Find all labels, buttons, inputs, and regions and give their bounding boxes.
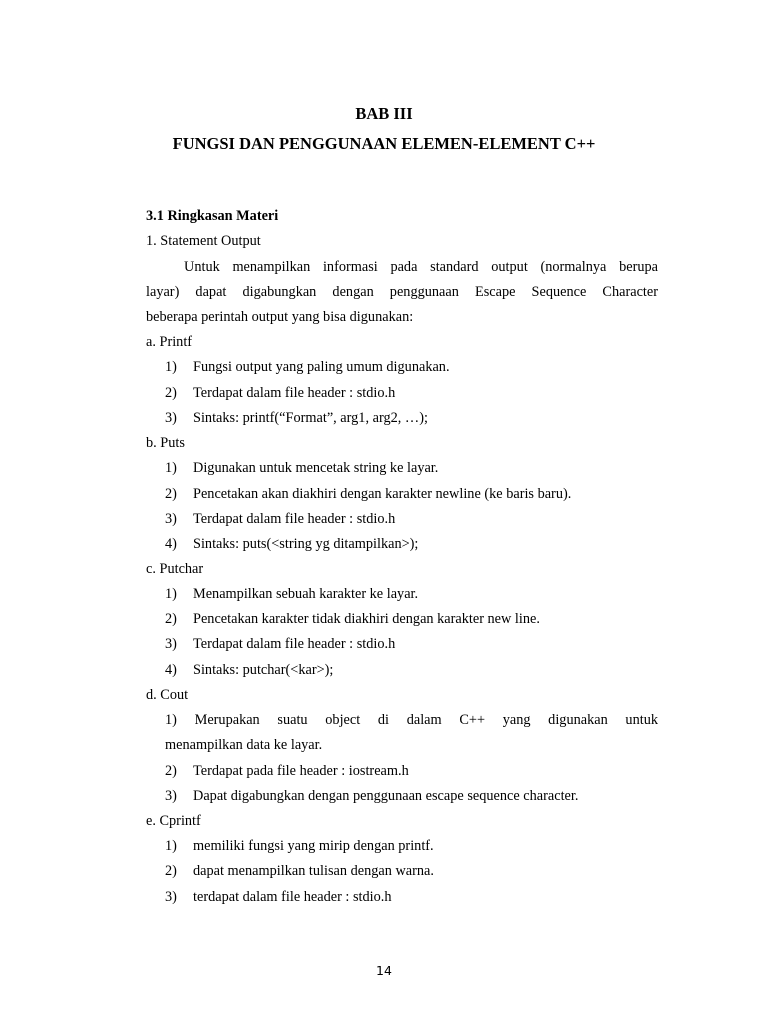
list-num: 3)	[165, 889, 177, 905]
list-num: 2)	[165, 486, 177, 502]
list-num: 3)	[165, 788, 177, 804]
list-item: 1) Merupakan suatu object di dalam C++ yang digunakan untuk	[165, 712, 658, 728]
list-num: 2)	[165, 863, 177, 879]
list-item: Sintaks: puts(<string yg ditampilkan>);	[193, 536, 419, 552]
list-num: 3)	[165, 410, 177, 426]
section-heading: 3.1 Ringkasan Materi	[146, 208, 279, 224]
list-item-continuation: menampilkan data ke layar.	[165, 737, 323, 753]
list-item: memiliki fungsi yang mirip dengan printf.	[193, 838, 434, 854]
list-num: 4)	[165, 662, 177, 678]
list-num: 1)	[165, 586, 177, 602]
list-num: 2)	[165, 385, 177, 401]
paragraph-line-3: beberapa perintah output yang bisa digunakan:	[146, 309, 414, 325]
list-num: 4)	[165, 536, 177, 552]
list-num: 1)	[165, 460, 177, 476]
chapter-title: FUNGSI DAN PENGGUNAAN ELEMEN-ELEMENT C++	[172, 134, 596, 153]
list-item: Sintaks: printf(“Format”, arg1, arg2, …);	[193, 410, 428, 426]
page-number: 14	[376, 963, 392, 978]
list-item: dapat menampilkan tulisan dengan warna.	[193, 863, 434, 879]
list-item: Terdapat dalam file header : stdio.h	[193, 511, 396, 527]
list-num: 3)	[165, 511, 177, 527]
list-label-b: b. Puts	[146, 435, 185, 451]
list-item: Sintaks: putchar(<kar>);	[193, 662, 334, 678]
list-label-c: c. Putchar	[146, 561, 204, 577]
list-label-e: e. Cprintf	[146, 813, 201, 829]
list-item: Terdapat dalam file header : stdio.h	[193, 385, 396, 401]
list-item: Terdapat pada file header : iostream.h	[193, 763, 409, 779]
list-num: 1)	[165, 838, 177, 854]
list-item: Pencetakan karakter tidak diakhiri dengan karakter new line.	[193, 611, 540, 627]
list-item: Terdapat dalam file header : stdio.h	[193, 636, 396, 652]
list-num: 3)	[165, 636, 177, 652]
list-item: Dapat digabungkan dengan penggunaan escape sequence character.	[193, 788, 579, 804]
list-item: Pencetakan akan diakhiri dengan karakter newline (ke baris baru).	[193, 486, 572, 502]
list-item: Fungsi output yang paling umum digunakan.	[193, 359, 450, 375]
chapter-label: BAB III	[355, 104, 413, 123]
list-num: 2)	[165, 611, 177, 627]
list-label-d: d. Cout	[146, 687, 189, 703]
list-num: 2)	[165, 763, 177, 779]
list-item: terdapat dalam file header : stdio.h	[193, 889, 392, 905]
list-item: Menampilkan sebuah karakter ke layar.	[193, 586, 419, 602]
paragraph-line-1: Untuk menampilkan informasi pada standard output (normalnya berupa	[184, 259, 658, 275]
item-1-heading: 1. Statement Output	[146, 233, 261, 249]
list-num: 1)	[165, 359, 177, 375]
list-item: Digunakan untuk mencetak string ke layar.	[193, 460, 439, 476]
paragraph-line-2: layar) dapat digabungkan dengan penggunaan Escape Sequence Character	[146, 284, 658, 300]
list-label-a: a. Printf	[146, 334, 193, 350]
